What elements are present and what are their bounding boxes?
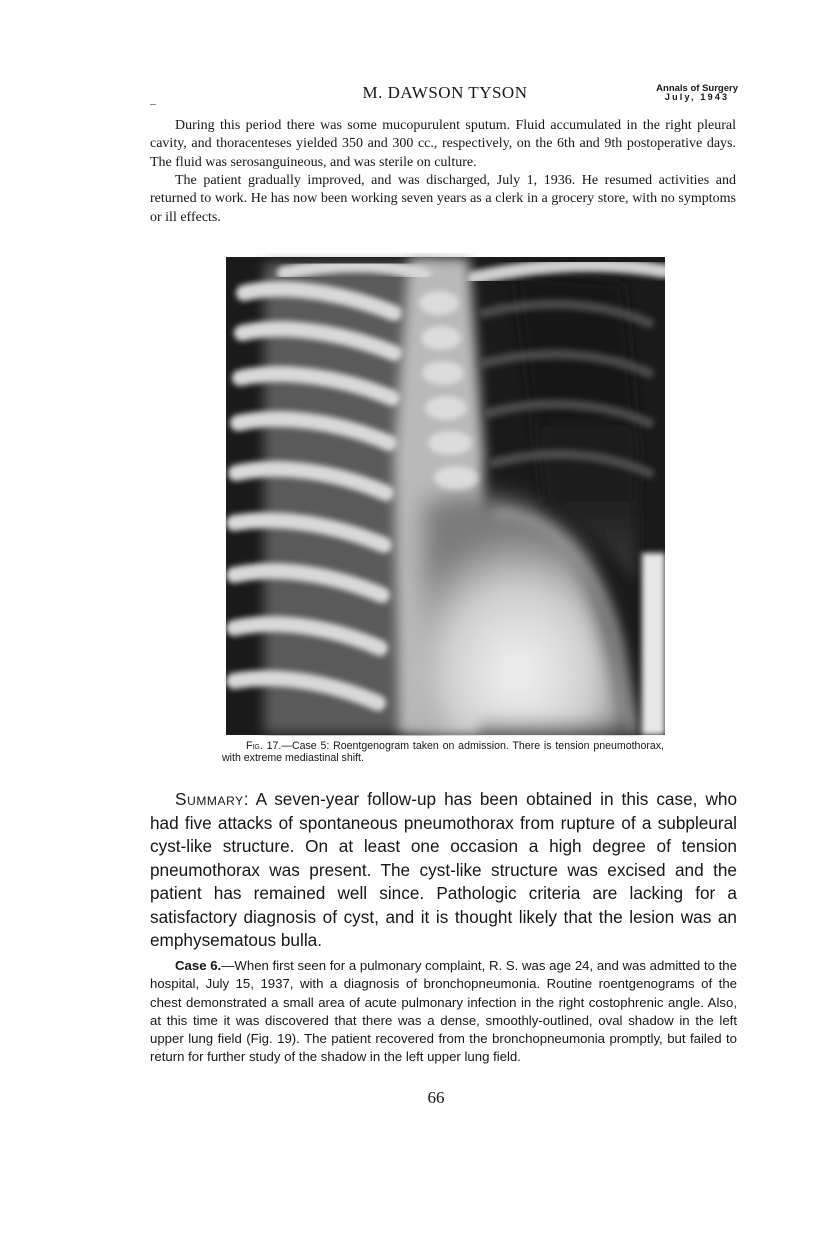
- case-text: —When first seen for a pulmonary complaint, R. S. was age 24, and was admitted to the hospital, July 15, 1937, with a diagnosis of bronchopneumonia. Routine roentgenograms of the chest demonstrated a small area of acute pulmonary infection in the right costophrenic angle. Also, at this time it was discovered that there was a dense, smoothly-outlined, oval shadow in the left upper lung field (Fig. 19). The patient recovered from the bronchopneumonia promptly, but failed to return for further study of the shadow in the left upper lung field.: [150, 958, 737, 1065]
- page-number: 66: [427, 1088, 445, 1107]
- body-paragraph: [150, 172, 736, 227]
- summary-text: : A seven-year follow-up has been obtained in this case, who had five attacks of spontaneous pneumothorax from rupture of a subpleural cyst-like structure. On at least one occasion a high degree of tension pneumothorax was present. The cyst-like structure was excised and the patient has remained well since. Pathologic criteria are lacking for a satisfactory diagnosis of cyst, and it is thought likely that the lesion was an emphysematous bulla.: [150, 789, 737, 950]
- caption-text: —Case 5: Roentgenogram taken on admission. There is tension pneumothorax, with extreme mediastinal shift.: [222, 740, 664, 764]
- figure-label: Fig. 17.: [246, 740, 282, 752]
- figure-caption: [222, 740, 664, 764]
- case-6-paragraph: [150, 957, 737, 1067]
- running-header: [150, 83, 740, 113]
- header-tick-mark: [150, 104, 156, 105]
- chest-roentgenogram-figure: [224, 253, 665, 736]
- summary-heading: Summary: [175, 789, 244, 809]
- summary-paragraph: [150, 788, 737, 953]
- running-head-journal: [656, 84, 738, 102]
- running-head-author: M. DAWSON TYSON: [362, 83, 528, 102]
- paragraph-text: During this period there was some mucopurulent sputum. Fluid accumulated in the right pleural cavity, and thoracenteses yielded 350 and 300 cc., respectively, on the 6th and 9th postoperative days. The fluid was serosanguineous, and was sterile on culture.: [150, 118, 736, 170]
- body-paragraph: [150, 117, 736, 172]
- case-heading: Case 6.: [175, 958, 222, 973]
- paragraph-text: The patient gradually improved, and was discharged, July 1, 1936. He resumed activities and returned to work. He has now been working seven years as a clerk in a grocery store, with no symptoms or ill effects.: [150, 173, 736, 225]
- journal-date: July, 1943: [664, 92, 730, 102]
- roentgenogram-image: [224, 253, 665, 736]
- journal-name: Annals of Surgery: [656, 83, 738, 94]
